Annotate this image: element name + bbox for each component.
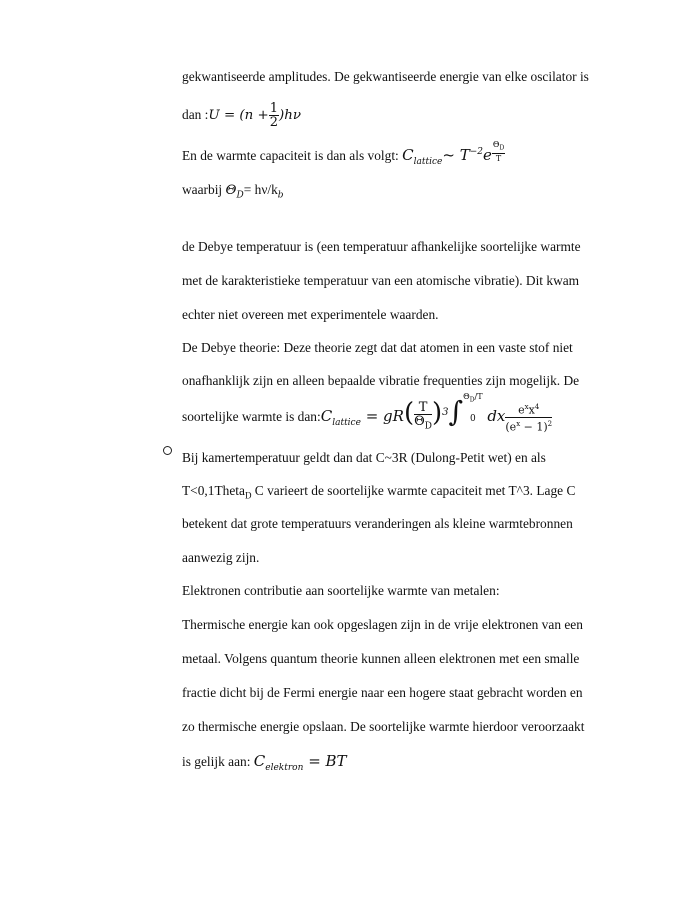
- text-line: De Debye theorie: Deze theorie zegt dat dat atomen in een vaste stof niet: [182, 340, 573, 355]
- line-prefix: En de warmte capaciteit is dan als volgt:: [182, 147, 399, 163]
- limit-theta: Θ: [463, 392, 470, 401]
- subscript: D: [244, 490, 252, 501]
- formula-text: dx: [487, 407, 506, 425]
- fraction-num: 1: [269, 101, 279, 116]
- fraction-num: $e^xx^4$: [505, 401, 552, 418]
- formula-energy: [208, 101, 302, 130]
- text-line: met de karakteristieke temperatuur van een atomische vibratie). Dit kwam: [182, 273, 580, 288]
- line-prefix: waarbij: [182, 182, 223, 197]
- formula-text: (e: [505, 420, 517, 434]
- text-segment: T<0,1Theta: [182, 483, 245, 498]
- fraction-den: 2: [269, 115, 279, 130]
- fraction-integrand: [505, 401, 552, 433]
- superscript: 3: [442, 407, 449, 418]
- text-segment: C varieert de soortelijke warmte capaciteit met T^3. Lage C: [251, 483, 576, 498]
- line-prefix: soortelijke warmte is dan:: [182, 409, 321, 424]
- integral-upper: $\Theta_D/T$: [463, 392, 483, 404]
- text-line-elektron: [182, 752, 347, 777]
- circle-bullet-icon: [163, 446, 172, 455]
- integral-limits: [463, 392, 482, 432]
- fraction-half: [269, 102, 279, 129]
- integral-lower: 0: [469, 413, 476, 424]
- subscript: elektron: [265, 763, 304, 773]
- text-line-heat-capacity: [182, 140, 505, 171]
- text-line: de Debye temperatuur is (een temperatuur afhankelijke soortelijke warmte: [182, 239, 581, 254]
- subscript: D: [236, 190, 244, 201]
- fraction-den: $(e^x - 1)^2$: [505, 419, 553, 434]
- text-line: zo thermische energie opslaan. De soortelijke warmte hierdoor veroorzaakt: [182, 719, 585, 734]
- formula-c-elektron: $C_{elektron}$ = BT: [253, 752, 347, 773]
- formula-text: = BT: [308, 752, 347, 770]
- text-line: fractie dicht bij de Fermi energie naar een hogere staat gebracht worden en: [182, 685, 583, 700]
- subscript: D: [499, 144, 505, 152]
- formula-text: U = (n +: [208, 108, 269, 123]
- text-line-waarbij: [182, 181, 284, 205]
- formula-text: ~ T: [442, 145, 470, 164]
- fraction-den: $\Theta_D$: [414, 413, 432, 432]
- text-line-debye-formula: [182, 392, 552, 443]
- formula-theta-d: [225, 183, 244, 201]
- superscript: −2: [469, 146, 483, 157]
- paren-right: ): [432, 398, 443, 428]
- subscript: D: [424, 421, 432, 432]
- text-line: betekent dat grote temperatuurs veranderingen als kleine warmtebronnen: [182, 516, 573, 531]
- line-prefix: dan :: [182, 107, 209, 122]
- text-line: metaal. Volgens quantum theorie kunnen alleen elektronen met een smalle: [182, 651, 580, 666]
- text-line: gekwantiseerde amplitudes. De gekwantiseerde energie van elke oscilator is: [182, 69, 589, 84]
- integral-symbol: ∫: [448, 395, 464, 428]
- text-line-theta: [182, 482, 575, 505]
- subscript: b: [277, 190, 284, 201]
- subscript: lattice: [413, 156, 443, 167]
- text-line-energy: [182, 102, 301, 129]
- line-prefix: is gelijk aan:: [182, 754, 251, 769]
- theta-symbol: Θ: [225, 183, 237, 198]
- fraction-theta-t: [492, 140, 505, 163]
- fraction-num: T: [414, 401, 432, 415]
- formula-c-lattice: $C_{lattice}\sim$ $T^{-2}e$ $^{\frac{\Theta_D}{T}}$: [402, 140, 505, 167]
- text-line: onafhanklijk zijn en alleen bepaalde vibratie frequenties zijn mogelijk. De: [182, 373, 580, 388]
- text-line: Bij kamertemperatuur geldt dan dat C~3R (Dulong-Petit wet) en als: [182, 450, 546, 465]
- text-line: aanwezig zijn.: [182, 550, 260, 565]
- formula-text: = hν/k: [243, 182, 278, 197]
- formula-text: = gR: [365, 407, 404, 425]
- fraction-t-theta: [414, 401, 432, 434]
- subscript: D: [469, 396, 475, 404]
- formula-debye: $C_{lattice} = gR$( $\frac{T}{\Theta_D}$ )$^3$∫ $\Theta_D/T$ 0 dx $\frac{e^xx^4}{(e^x - 1)^2}$: [320, 392, 553, 434]
- fraction-num: $\Theta_D$: [492, 140, 505, 152]
- text-line-heading: Elektronen contributie aan soortelijke warmte van metalen:: [182, 583, 500, 598]
- text-line: echter niet overeen met experimentele waarden.: [182, 307, 439, 322]
- text-line: Thermische energie kan ook opgeslagen zijn in de vrije elektronen van een: [182, 617, 583, 632]
- formula-text: )hν: [279, 108, 302, 123]
- paren-left: (: [403, 398, 415, 428]
- formula-text: e: [518, 403, 525, 417]
- fraction-den: T: [495, 153, 502, 163]
- subscript: lattice: [332, 418, 361, 428]
